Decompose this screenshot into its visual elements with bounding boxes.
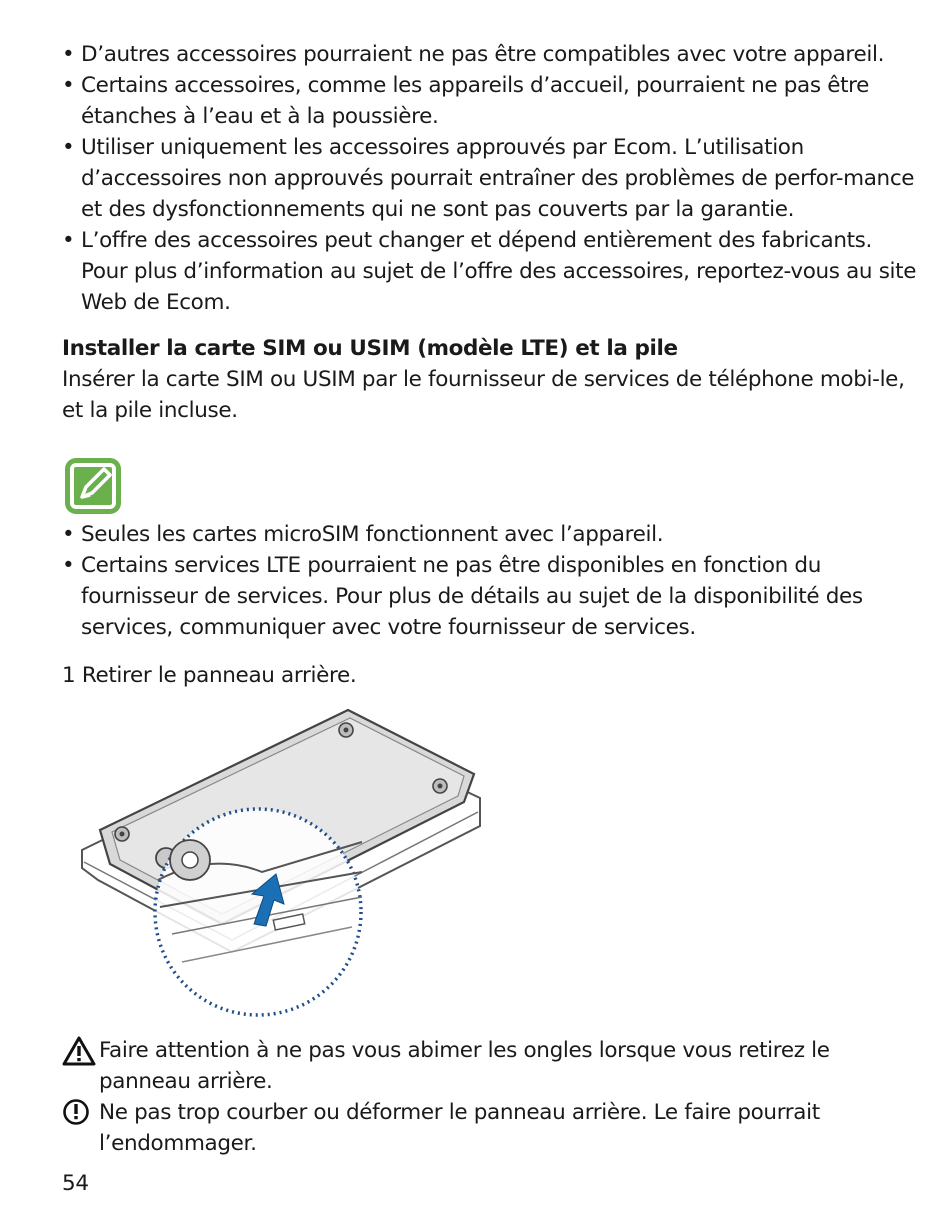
note-item xyxy=(62,519,922,550)
bullet-item xyxy=(62,132,922,225)
bullet-text: D’autres accessoires pourraient ne pas être compatibles avec votre appareil. xyxy=(81,42,885,67)
remove-back-cover-illustration xyxy=(62,702,494,1022)
section-heading: Installer la carte SIM ou USIM (modèle LTE) et la pile xyxy=(62,336,678,361)
bullet-text: L’offre des accessoires peut changer et dépend entièrement des fabricants. Pour plus d’information au sujet de l’offre des accessoires, reportez-vous au site Web de Ecom. xyxy=(81,228,917,315)
warning-row xyxy=(62,1035,922,1097)
warning-triangle-icon xyxy=(62,1036,96,1066)
step-text: Retirer le panneau arrière. xyxy=(81,663,357,688)
warning-text: Faire attention à ne pas vous abimer les ongles lorsque vous retirez le panneau arrière. xyxy=(99,1038,830,1094)
step-number: 1 xyxy=(62,663,76,688)
bullet-dot: • xyxy=(62,522,75,547)
accessory-bullet-list xyxy=(62,39,922,318)
bullet-dot: • xyxy=(62,135,75,160)
caution-row xyxy=(62,1097,922,1159)
warnings-block xyxy=(62,1035,922,1159)
note-text: Certains services LTE pourraient ne pas être disponibles en fonction du fournisseur de services. Pour plus de détails au sujet de la disponibilité des services, communiquer avec votre fournisseur de services. xyxy=(81,553,863,640)
note-item xyxy=(62,550,922,643)
bullet-item xyxy=(62,225,922,318)
bullet-dot: • xyxy=(62,42,75,67)
note-text: Seules les cartes microSIM fonctionnent avec l’appareil. xyxy=(81,522,664,547)
bullet-text: Utiliser uniquement les accessoires approuvés par Ecom. L’utilisation d’accessoires non approuvés pourrait entraîner des problèmes de perfor-mance et des dysfonctionnements qui ne sont pas couverts par la garantie. xyxy=(81,135,915,222)
caution-exclamation-icon xyxy=(62,1098,96,1128)
caution-text: Ne pas trop courber ou déformer le panneau arrière. Le faire pourrait l’endommager. xyxy=(99,1100,820,1156)
bullet-dot: • xyxy=(62,553,75,578)
bullet-dot: • xyxy=(62,73,75,98)
bullet-item xyxy=(62,70,922,132)
section-intro: Insérer la carte SIM ou USIM par le fournisseur de services de téléphone mobi-le, et la pile incluse. xyxy=(62,367,905,423)
step-1 xyxy=(62,660,356,691)
bullet-item xyxy=(62,39,922,70)
note-bullet-list xyxy=(62,519,922,643)
note-pencil-icon xyxy=(63,456,123,516)
bullet-dot: • xyxy=(62,228,75,253)
bullet-text: Certains accessoires, comme les appareils d’accueil, pourraient ne pas être étanches à l’eau et à la poussière. xyxy=(81,73,870,129)
page-number: 54 xyxy=(62,1171,89,1196)
